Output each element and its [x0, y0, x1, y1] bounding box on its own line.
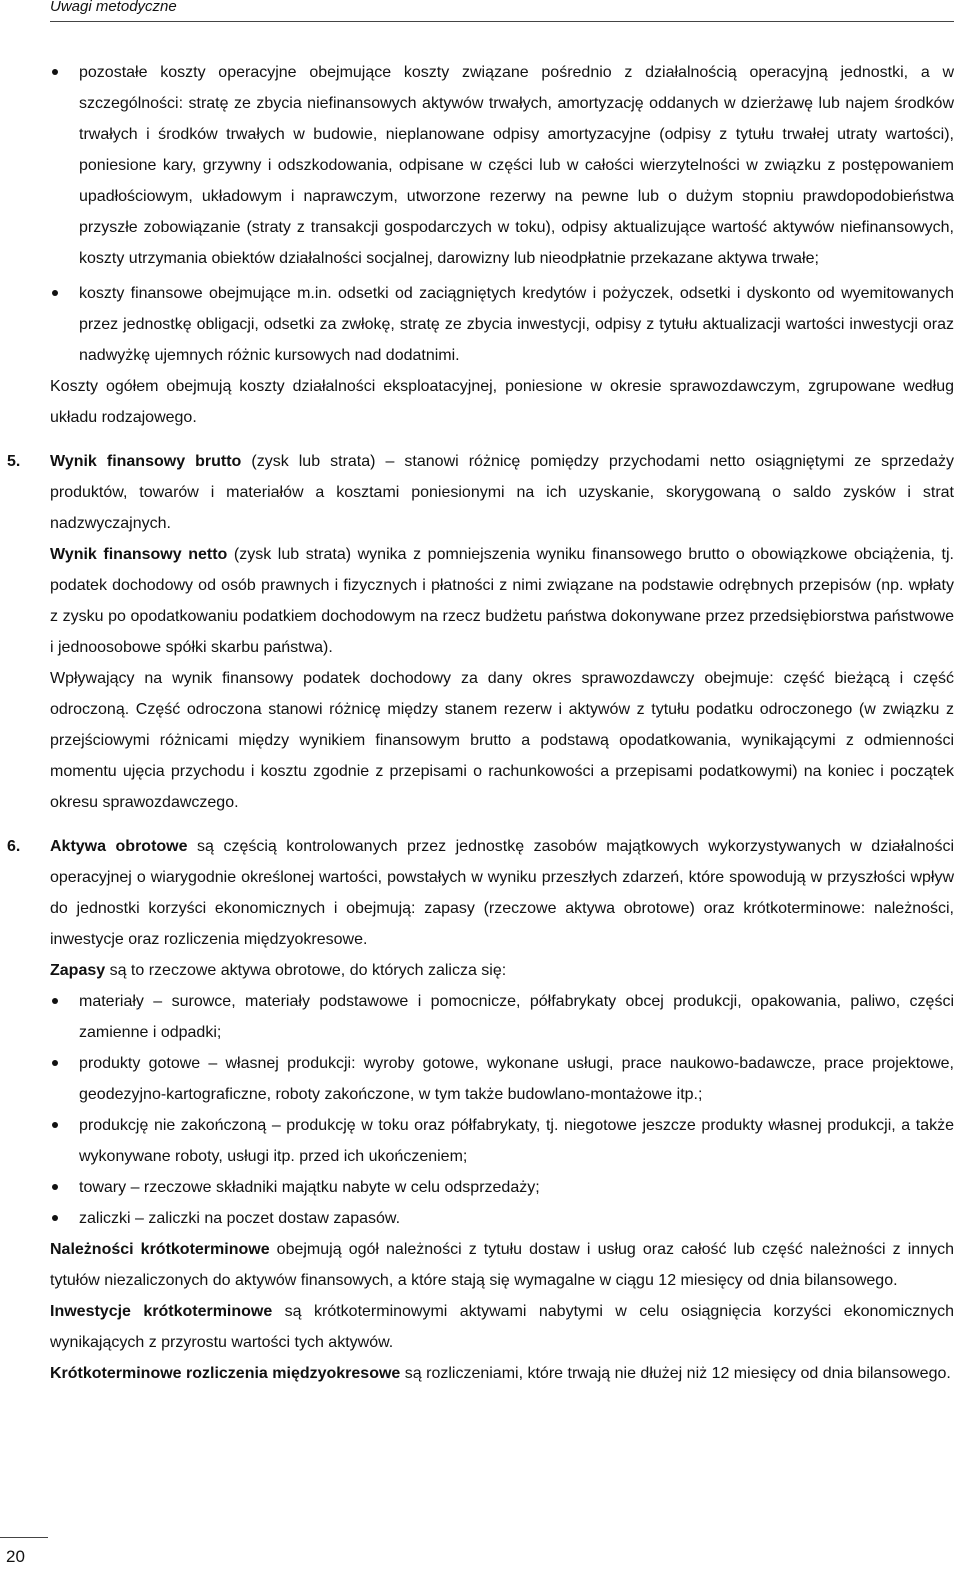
- list-item: materiały – surowce, materiały podstawowe i pomocnicze, półfabrykaty obcej produkcji, opakowania, paliwo, części zamienne i odpadki;: [50, 986, 954, 1048]
- koszty-paragraph: Koszty ogółem obejmują koszty działalności eksploatacyjnej, poniesione w okresie sprawozdawczym, zgrupowane według układu rodzajowego.: [50, 378, 954, 426]
- page-number: 20: [6, 1547, 25, 1566]
- header-title: Uwagi metodyczne: [50, 0, 177, 15]
- page-header: [50, 0, 954, 22]
- term-naleznosci: Należności krótkoterminowe: [50, 1241, 270, 1258]
- term-aktywa: Aktywa obrotowe: [50, 838, 188, 855]
- term-brutto: Wynik finansowy brutto: [50, 453, 242, 470]
- intro-bullet-list: [50, 57, 954, 371]
- inwestycje-text: są krótkoterminowymi aktywami nabytymi w celu osiągnięcia korzyści ekonomicznych wynikających z przyrostu wartości tych aktywów.: [50, 1303, 954, 1351]
- document-body: [7, 57, 955, 1389]
- aktywa-text: są częścią kontrolowanych przez jednostkę zasobów majątkowych wykorzystywanych w działalności operacyjnej o wiarygodnie określonej wartości, powstałych w wyniku przeszłych zdarzeń, które spowodują w przyszłości wpływ do jednostki korzyści ekonomicznych i obejmują: zapasy (rzeczowe aktywa obrotowe) oraz krótkoterminowe: należności, inwestycje oraz rozliczenia międzyokresowe.: [50, 838, 955, 948]
- term-zapasy: Zapasy: [50, 962, 106, 979]
- footer-rule: [0, 1537, 48, 1538]
- brutto-text: (zysk lub strata) – stanowi różnicę pomiędzy przychodami netto osiągniętymi ze sprzedaży produktów, towarów i materiałów a kosztami poniesionymi na ich uzyskanie, skorygowaną o saldo zysków i strat nadzwyczajnych.: [50, 453, 955, 532]
- aktywa-paragraph: [50, 831, 954, 955]
- term-rozliczenia: Krótkoterminowe rozliczenia międzyokresowe: [50, 1365, 401, 1382]
- zapasy-text: są to rzeczowe aktywa obrotowe, do których zalicza się:: [105, 962, 507, 979]
- list-item: towary – rzeczowe składniki majątku nabyte w celu odsprzedaży;: [50, 1172, 954, 1203]
- zapasy-bullet-list: [50, 986, 954, 1234]
- naleznosci-text: obejmują ogół należności z tytułu dostaw i usług oraz całość lub część należności z innych tytułów niezaliczonych do aktywów finansowych, a które stają się wymagalne w ciągu 12 miesięcy od dnia bilansowego.: [50, 1241, 954, 1289]
- section-5: [7, 446, 955, 818]
- naleznosci-paragraph: [50, 1234, 954, 1296]
- brutto-paragraph: [50, 446, 954, 539]
- list-item: koszty finansowe obejmujące m.in. odsetki od zaciągniętych kredytów i pożyczek, odsetki i dyskonto od wyemitowanych przez jednostkę obligacji, odsetki za zwłokę, stratę ze zbycia inwestycji, odpisy z tytułu aktualizacji wartości inwestycji oraz nadwyżkę ujemnych różnic kursowych nad dodatnimi.: [50, 278, 954, 371]
- inwestycje-paragraph: [50, 1296, 954, 1358]
- list-item: produkcję nie zakończoną – produkcję w toku oraz półfabrykaty, tj. niegotowe jeszcze produkty własnej produkcji, a także wykonywane roboty, usługi itp. przed ich ukończeniem;: [50, 1110, 954, 1172]
- rozliczenia-paragraph: [50, 1358, 954, 1389]
- netto-paragraph: [50, 539, 954, 663]
- netto-text: (zysk lub strata) wynika z pomniejszenia wyniku finansowego brutto o obowiązkowe obciążenia, tj. podatek dochodowy od osób prawnych i fizycznych i płatności z nimi związane na podstawie odrębnych przepisów (np. wpłaty z zysku po opodatkowaniu podatkiem dochodowym na rzecz budżetu państwa dokonywane przez przedsiębiorstwa państwowe i jednoosobowe spółki skarbu państwa).: [50, 546, 954, 656]
- term-netto: Wynik finansowy netto: [50, 546, 228, 563]
- podatek-paragraph: Wpływający na wynik finansowy podatek dochodowy za dany okres sprawozdawczy obejmuje: część bieżącą i część odroczoną. Część odroczona stanowi różnicę między stanem rezerw i aktywów z tytułu podatku odroczonego (w związku z przejściowymi różnicami między wynikiem finansowym brutto a podstawą opodatkowania, wynikającymi z odmienności momentu ujęcia przychodu i kosztu zgodnie z przepisami o rachunkowości a przepisami podatkowymi) na koniec i początek okresu sprawozdawczego.: [50, 670, 954, 811]
- section-number: 6.: [7, 838, 21, 855]
- term-inwestycje: Inwestycje krótkoterminowe: [50, 1303, 273, 1320]
- zapasy-paragraph: [50, 955, 954, 986]
- section-6: [7, 831, 955, 1389]
- rozliczenia-text: są rozliczeniami, które trwają nie dłużej niż 12 miesięcy od dnia bilansowego.: [400, 1365, 951, 1382]
- list-item: zaliczki – zaliczki na poczet dostaw zapasów.: [50, 1203, 954, 1234]
- section-number: 5.: [7, 453, 21, 470]
- list-item: produkty gotowe – własnej produkcji: wyroby gotowe, wykonane usługi, prace naukowo-badawcze, prace projektowe, geodezyjno-kartograficzne, roboty zakończone, w tym także budowlano-montażowe itp.;: [50, 1048, 954, 1110]
- list-item: pozostałe koszty operacyjne obejmujące koszty związane pośrednio z działalnością operacyjną jednostki, a w szczególności: stratę ze zbycia niefinansowych aktywów trwałych, amortyzację oddanych w dzierżawę lub najem środków trwałych i środków trwałych w budowie, nieplanowane odpisy amortyzacyjne (odpisy z tytułu trwałej utraty wartości), poniesione kary, grzywny i odszkodowania, odpisane w części lub w całości wierzytelności w związku z postępowaniem upadłościowym, układowym i naprawczym, utworzone rezerwy na pewne lub o dużym stopniu prawdopodobieństwa przyszłe zobowiązanie (straty z transakcji gospodarczych w toku), odpisy aktualizujące wartość aktywów niefinansowych, koszty utrzymania obiektów działalności socjalnej, darowizny lub nieodpłatnie przekazane aktywa trwałe;: [50, 57, 954, 274]
